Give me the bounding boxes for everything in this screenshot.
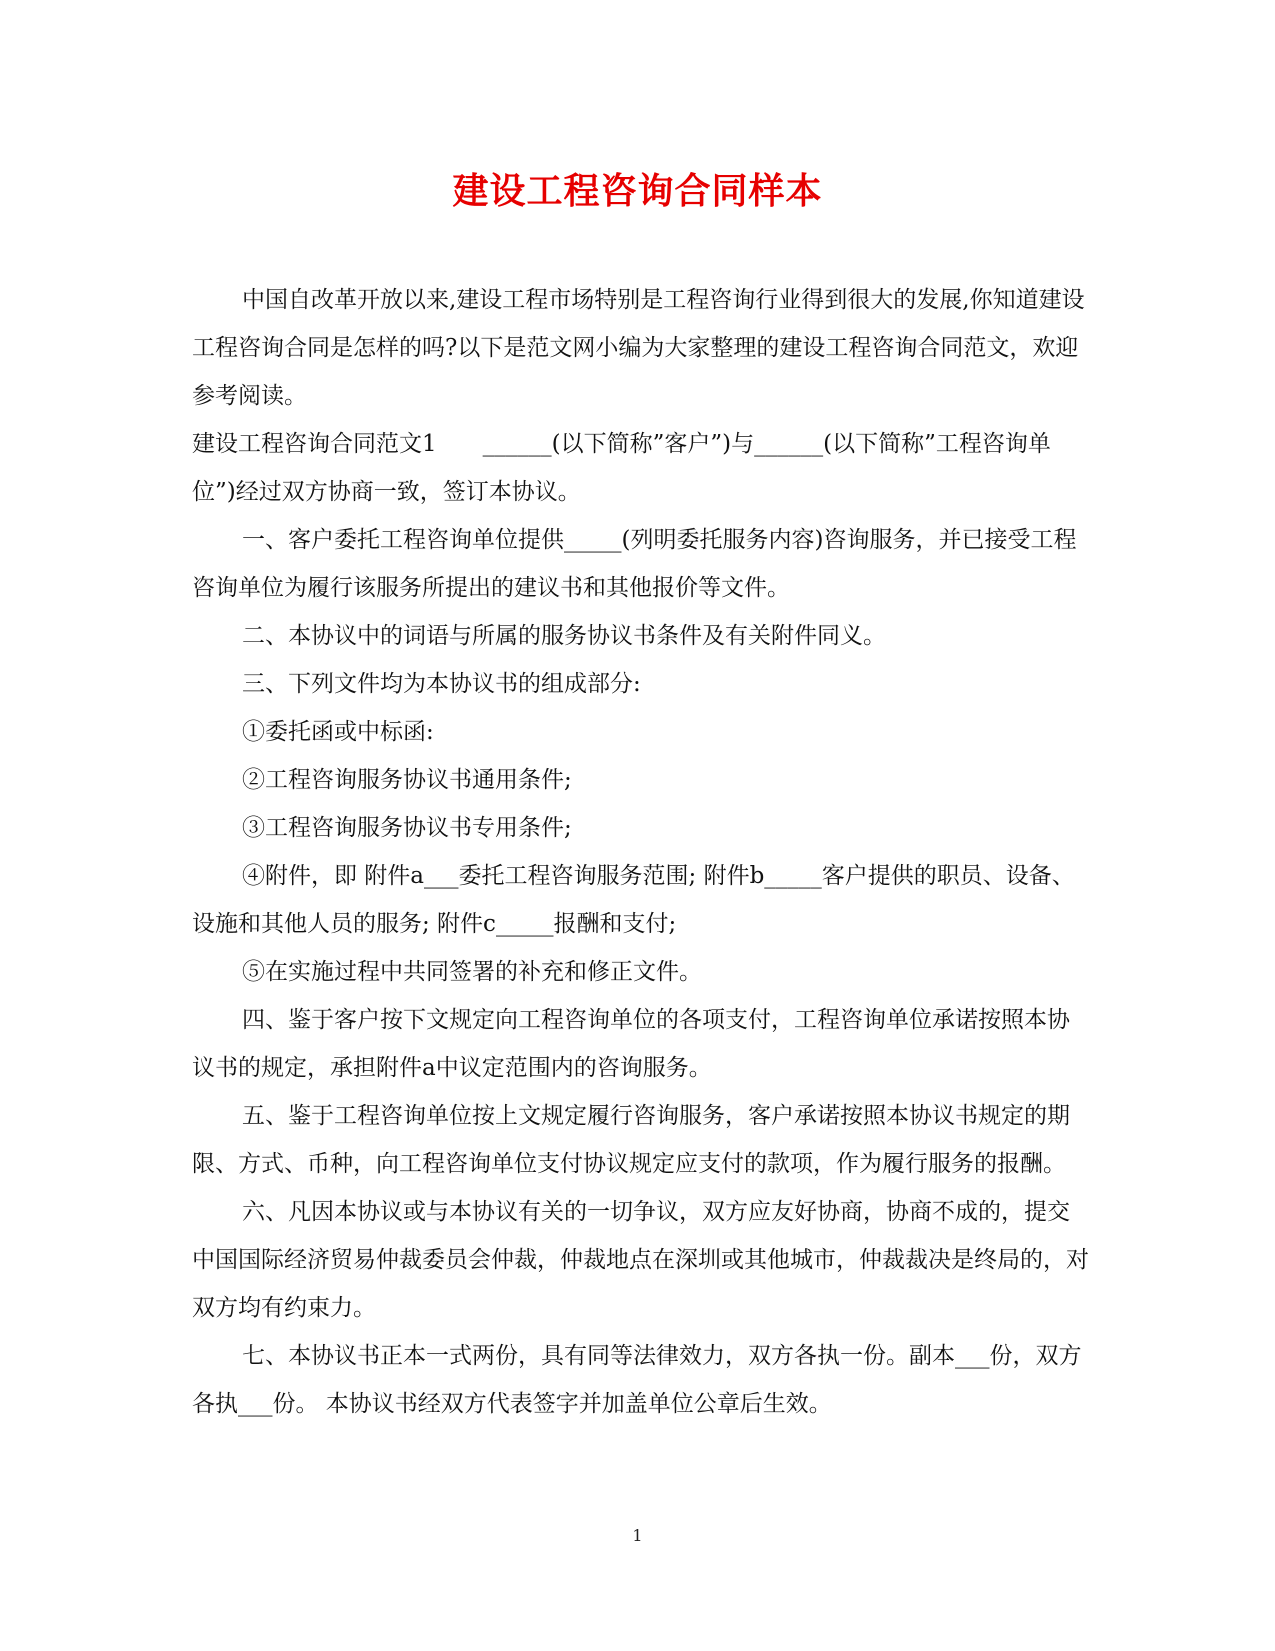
clause-6-paragraph: 六、凡因本协议或与本协议有关的一切争议，双方应友好协商，协商不成的，提交中国国际经济贸易仲裁委员会仲裁，仲裁地点在深圳或其他城市，仲裁裁决是终局的，对双方均有约束力。	[192, 1199, 1089, 1321]
clause-3-item-2: ②工程咨询服务协议书通用条件;	[242, 767, 572, 793]
clause-7-paragraph: 七、本协议书正本一式两份，具有同等法律效力，双方各执一份。副本___份，双方各执___份。 本协议书经双方代表签字并加盖单位公章后生效。	[192, 1343, 1082, 1417]
clause-3-item-5: ⑤在实施过程中共同签署的补充和修正文件。	[242, 959, 702, 985]
document-body	[192, 276, 1092, 1428]
document-title: 建设工程咨询合同样本	[452, 170, 823, 212]
page-number: 1	[632, 1526, 643, 1545]
clause-2-paragraph: 二、本协议中的词语与所属的服务协议书条件及有关附件同义。	[242, 623, 886, 649]
clause-3-item-3: ③工程咨询服务协议书专用条件;	[242, 815, 572, 841]
clause-3-item-4: ④附件，即 附件a___委托工程咨询服务范围; 附件b_____客户提供的职员、设备、 设施和其他人员的服务; 附件c_____报酬和支付;	[192, 863, 1083, 937]
clause-1-paragraph: 一、客户委托工程咨询单位提供_____(列明委托服务内容)咨询服务，并已接受工程咨询单位为履行该服务所提出的建议书和其他报价等文件。	[192, 527, 1077, 601]
contract-parties-paragraph: 建设工程咨询合同范文1 ______(以下简称”客户”)与______(以下简称”工程咨询单位”)经过双方协商一致，签订本协议。	[192, 431, 1051, 505]
clause-4-paragraph: 四、鉴于客户按下文规定向工程咨询单位的各项支付，工程咨询单位承诺按照本协议书的规定，承担附件a中议定范围内的咨询服务。	[192, 1007, 1070, 1081]
clause-3-paragraph: 三、下列文件均为本协议书的组成部分:	[242, 671, 641, 697]
clause-3-item-1: ①委托函或中标函:	[242, 719, 434, 745]
clause-5-paragraph: 五、鉴于工程咨询单位按上文规定履行咨询服务，客户承诺按照本协议书规定的期限、方式、币种，向工程咨询单位支付协议规定应支付的款项，作为履行服务的报酬。	[192, 1103, 1070, 1177]
intro-paragraph: 中国自改革开放以来,建设工程市场特别是工程咨询行业得到很大的发展,你知道建设工程咨询合同是怎样的吗?以下是范文网小编为大家整理的建设工程咨询合同范文，欢迎参考阅读。	[192, 287, 1085, 409]
